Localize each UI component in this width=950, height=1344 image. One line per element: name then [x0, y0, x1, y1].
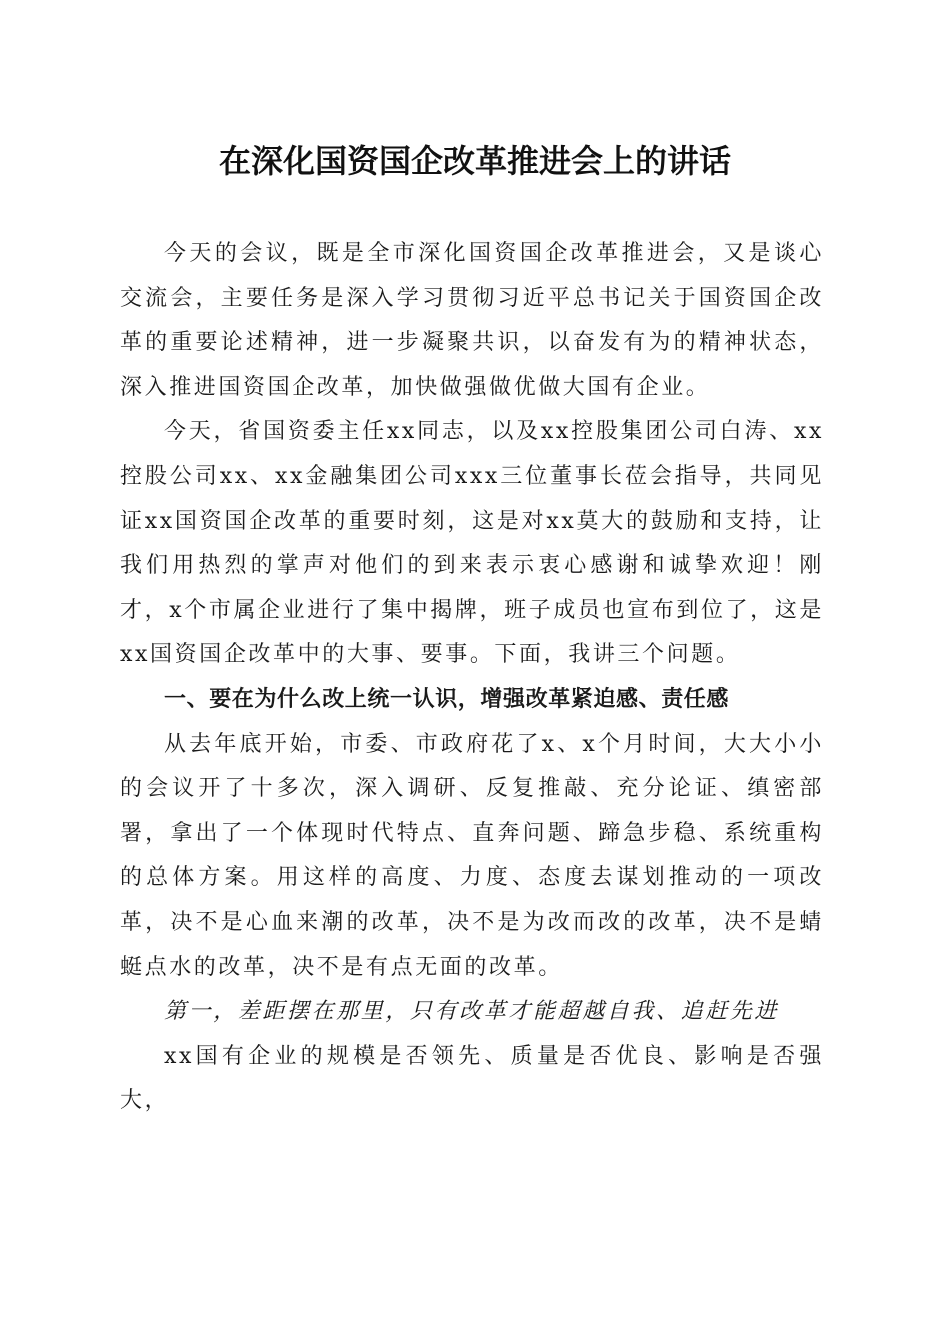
paragraph-guests: 今天，省国资委主任xx同志，以及xx控股集团公司白涛、xx控股公司xx、xx金融集团公司xxx三位董事长莅会指导，共同见证xx国资国企改革的重要时刻，这是对xx莫大的鼓励和支持，让我们用热烈的掌声对他们的到来表示衷心感谢和诚挚欢迎！刚才，x个市属企业进行了集中揭牌，班子成员也宣布到位了，这是xx国资国企改革中的大事、要事。下面，我讲三个问题。	[120, 419, 824, 668]
section-heading-1: 一、要在为什么改上统一认识，增强改革紧迫感、责任感	[164, 686, 730, 712]
document-title: 在深化国资国企改革推进会上的讲话	[218, 142, 731, 180]
paragraph-intro: 今天的会议，既是全市深化国资国企改革推进会，又是谈心交流会，主要任务是深入学习贯彻习近平总书记关于国资国企改革的重要论述精神，进一步凝聚共识，以奋发有为的精神状态，深入推进国资国企改革，加快做强做优做大国有企业。	[120, 241, 824, 400]
paragraph-scale: xx国有企业的规模是否领先、质量是否优良、影响是否强大，	[120, 1043, 824, 1114]
paragraph-background: 从去年底开始，市委、市政府花了x、x个月时间，大大小小的会议开了十多次，深入调研、反复推敲、充分论证、缜密部署，拿出了一个体现时代特点、直奔问题、蹄急步稳、系统重构的总体方案。用这样的高度、力度、态度去谋划推动的一项改革，决不是心血来潮的改革，决不是为改而改的改革，决不是蜻蜓点水的改革，决不是有点无面的改革。	[120, 731, 824, 980]
document-body	[120, 232, 824, 1124]
subheading-first: 第一，差距摆在那里，只有改革才能超越自我、追赶先进	[164, 999, 780, 1025]
